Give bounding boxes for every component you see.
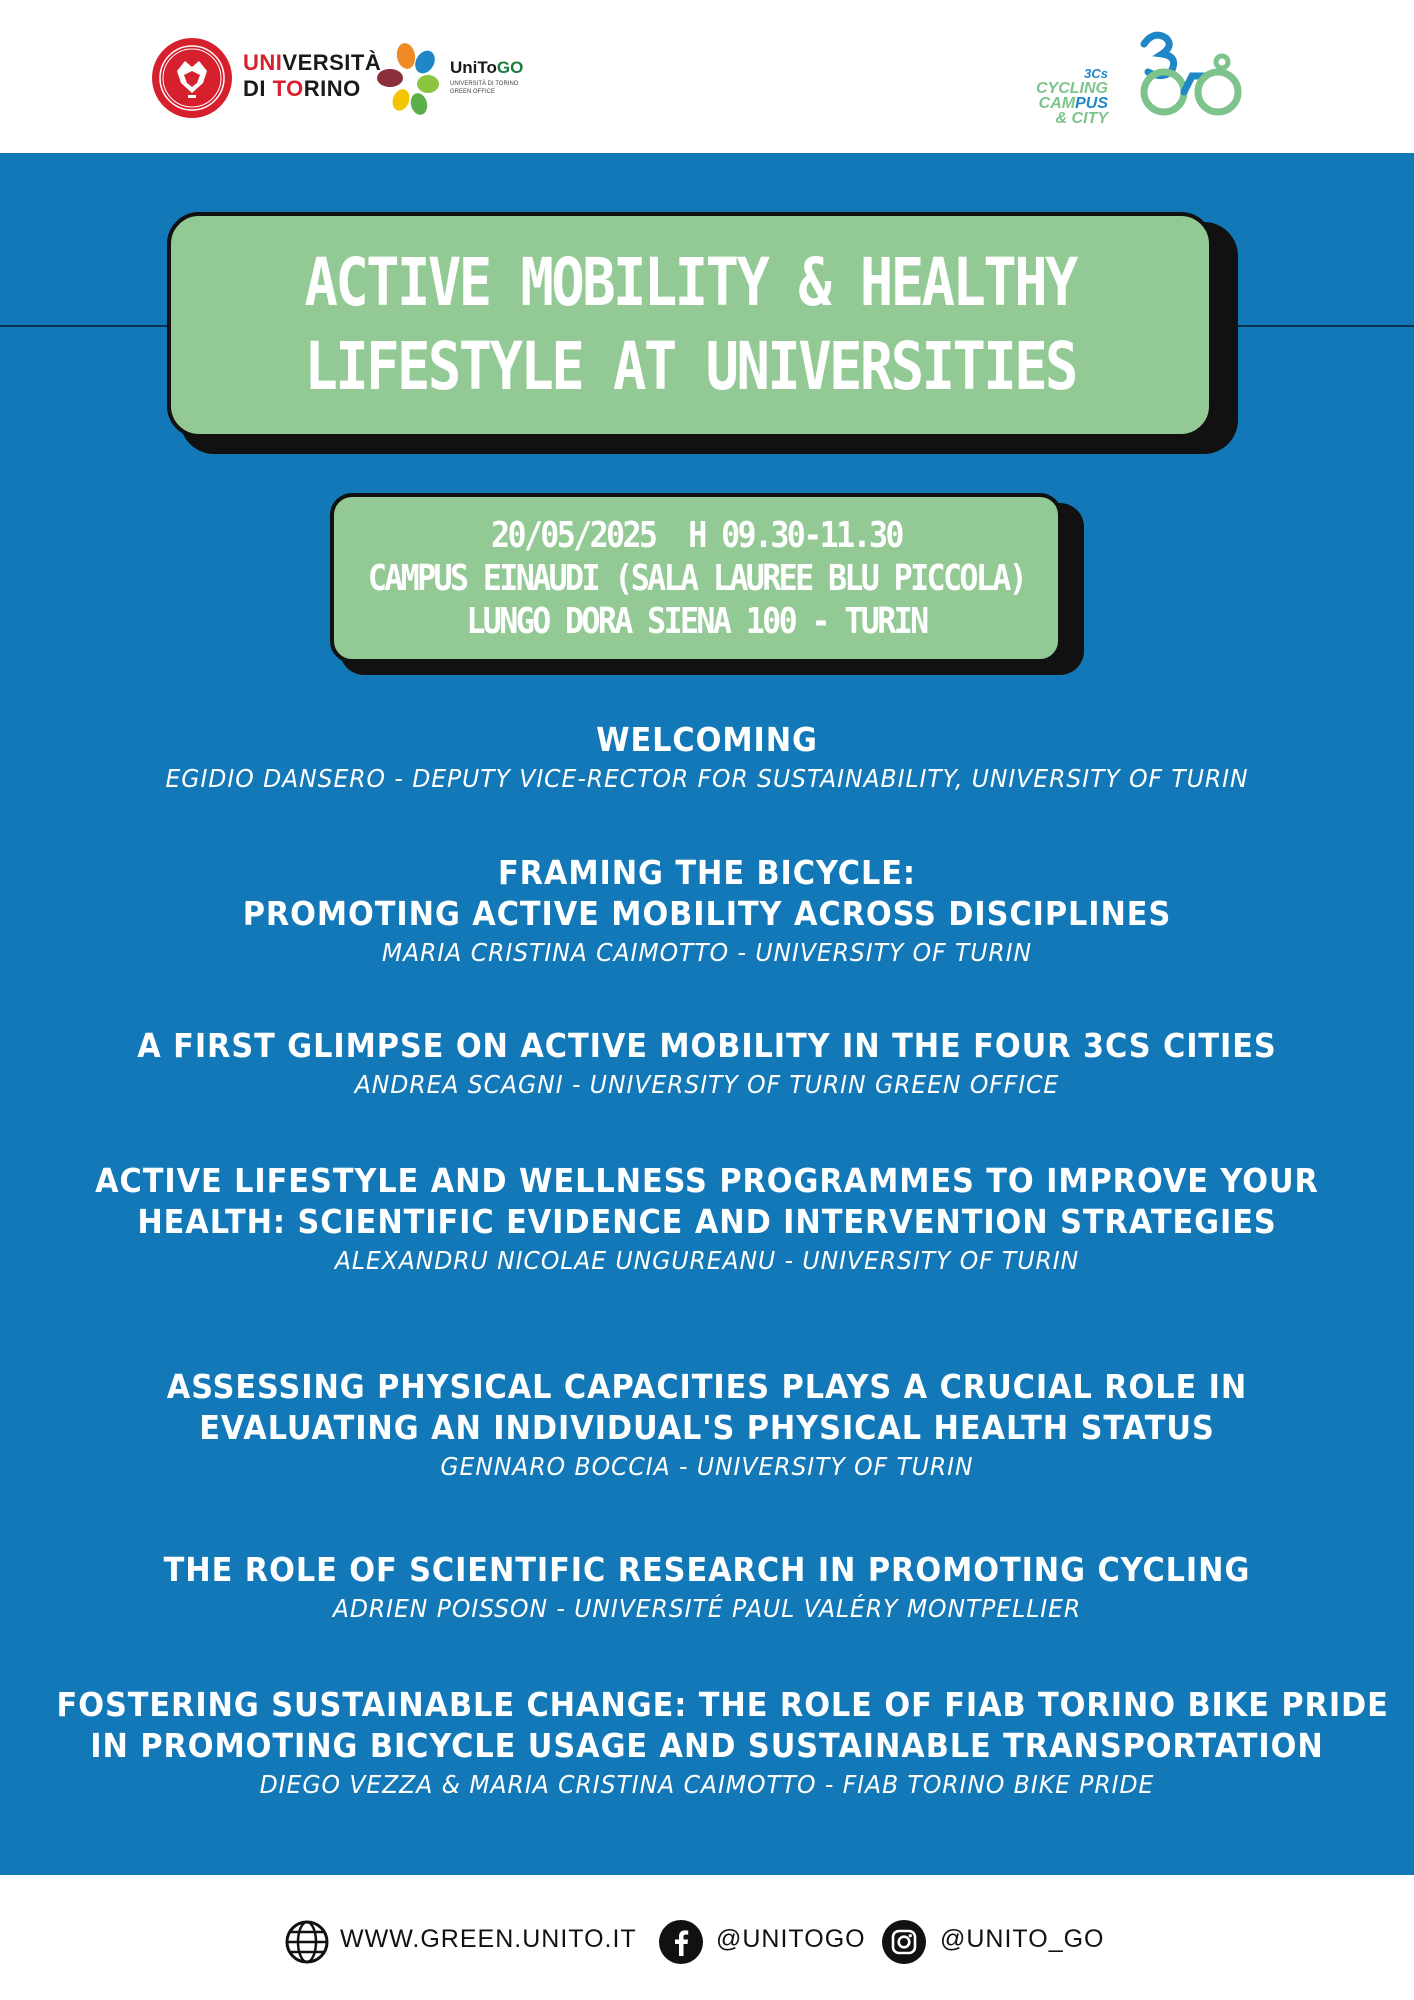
agenda-item-speaker: MARIA CRISTINA CAIMOTTO - UNIVERSITY OF TURIN [381, 938, 1033, 967]
event-address: LUNGO DORA SIENA 100 - TURIN [465, 600, 927, 642]
facebook-handle[interactable]: @UNITOGO [716, 1925, 866, 1953]
agenda-item-title: ASSESSING PHYSICAL CAPACITIES PLAYS A CRUCIAL ROLE IN [166, 1367, 1248, 1406]
facebook-icon[interactable] [658, 1919, 704, 1965]
title-box [167, 212, 1213, 438]
instagram-icon[interactable] [881, 1919, 927, 1965]
agenda-item-title: FRAMING THE BICYCLE: [498, 853, 916, 892]
header [0, 0, 1414, 153]
main-panel [0, 153, 1414, 1875]
agenda-item-title: IN PROMOTING BICYCLE USAGE AND SUSTAINABLE TRANSPORTATION [90, 1726, 1324, 1765]
agenda-item-title: PROMOTING ACTIVE MOBILITY ACROSS DISCIPLINES [242, 894, 1172, 933]
agenda-item-speaker: ALEXANDRU NICOLAE UNGUREANU - UNIVERSITY OF TURIN [334, 1246, 1080, 1275]
3cs-bicycle-logo-icon [1130, 30, 1246, 120]
agenda-item [0, 1025, 1414, 1104]
instagram-handle[interactable]: @UNITO_GO [940, 1925, 1105, 1953]
agenda-item-speaker: ANDREA SCAGNI - UNIVERSITY OF TURIN GREEN OFFICE [354, 1070, 1060, 1099]
unitogo-subtitle: UNIVERSITÀ DI TORINO GREEN OFFICE [450, 81, 519, 95]
agenda-item [0, 1549, 1414, 1628]
info-box [330, 493, 1062, 663]
university-seal-icon [151, 37, 233, 119]
agenda-item-title: ACTIVE LIFESTYLE AND WELLNESS PROGRAMMES TO IMPROVE YOUR [95, 1161, 1319, 1200]
agenda-item-title: FOSTERING SUSTAINABLE CHANGE: THE ROLE OF FIAB TORINO BIKE PRIDE [56, 1685, 1389, 1724]
globe-icon [284, 1919, 330, 1965]
event-title-line-2: LIFESTYLE AT UNIVERSITIES [304, 328, 1076, 405]
agenda-item-speaker: EGIDIO DANSERO - DEPUTY VICE-RECTOR FOR SUSTAINABILITY, UNIVERSITY OF TURIN [165, 764, 1249, 793]
university-of-turin-logo: UNIVERSITÀ DI TORINO [243, 50, 382, 101]
agenda-item [0, 1160, 1414, 1280]
footer [0, 1875, 1414, 2000]
agenda-item-speaker: GENNARO BOCCIA - UNIVERSITY OF TURIN [440, 1452, 974, 1481]
agenda-item-title: A FIRST GLIMPSE ON ACTIVE MOBILITY IN THE FOUR 3CS CITIES [137, 1026, 1277, 1065]
agenda-item-title: THE ROLE OF SCIENTIFIC RESEARCH IN PROMOTING CYCLING [163, 1550, 1251, 1589]
agenda-item-speaker: ADRIEN POISSON - UNIVERSITÉ PAUL VALÉRY MONTPELLIER [332, 1594, 1082, 1623]
website-link[interactable]: WWW.GREEN.UNITO.IT [340, 1925, 637, 1953]
agenda-item-title: WELCOMING [596, 720, 818, 759]
agenda-item-title: EVALUATING AN INDIVIDUAL'S PHYSICAL HEALTH STATUS [199, 1408, 1215, 1447]
agenda-item-title: HEALTH: SCIENTIFIC EVIDENCE AND INTERVENTION STRATEGIES [137, 1202, 1277, 1241]
event-venue: CAMPUS EINAUDI (SALA LAUREE BLU PICCOLA) [367, 557, 1025, 599]
cycling-campus-city-wordmark: 3Cs CYCLING CAMPUS & CITY [1036, 66, 1108, 127]
event-title-line-1: ACTIVE MOBILITY & HEALTHY [304, 244, 1076, 321]
agenda-item-speaker: DIEGO VEZZA & MARIA CRISTINA CAIMOTTO - FIAB TORINO BIKE PRIDE [259, 1770, 1155, 1799]
agenda-item [0, 852, 1414, 972]
agenda-item [0, 1684, 1414, 1804]
agenda-item [0, 719, 1414, 798]
unitogo-wordmark: UniToGO [450, 58, 524, 77]
unitogo-flower-icon [376, 40, 446, 116]
agenda-item [0, 1366, 1414, 1486]
event-datetime: 20/05/2025 H 09.30-11.30 [490, 514, 902, 556]
